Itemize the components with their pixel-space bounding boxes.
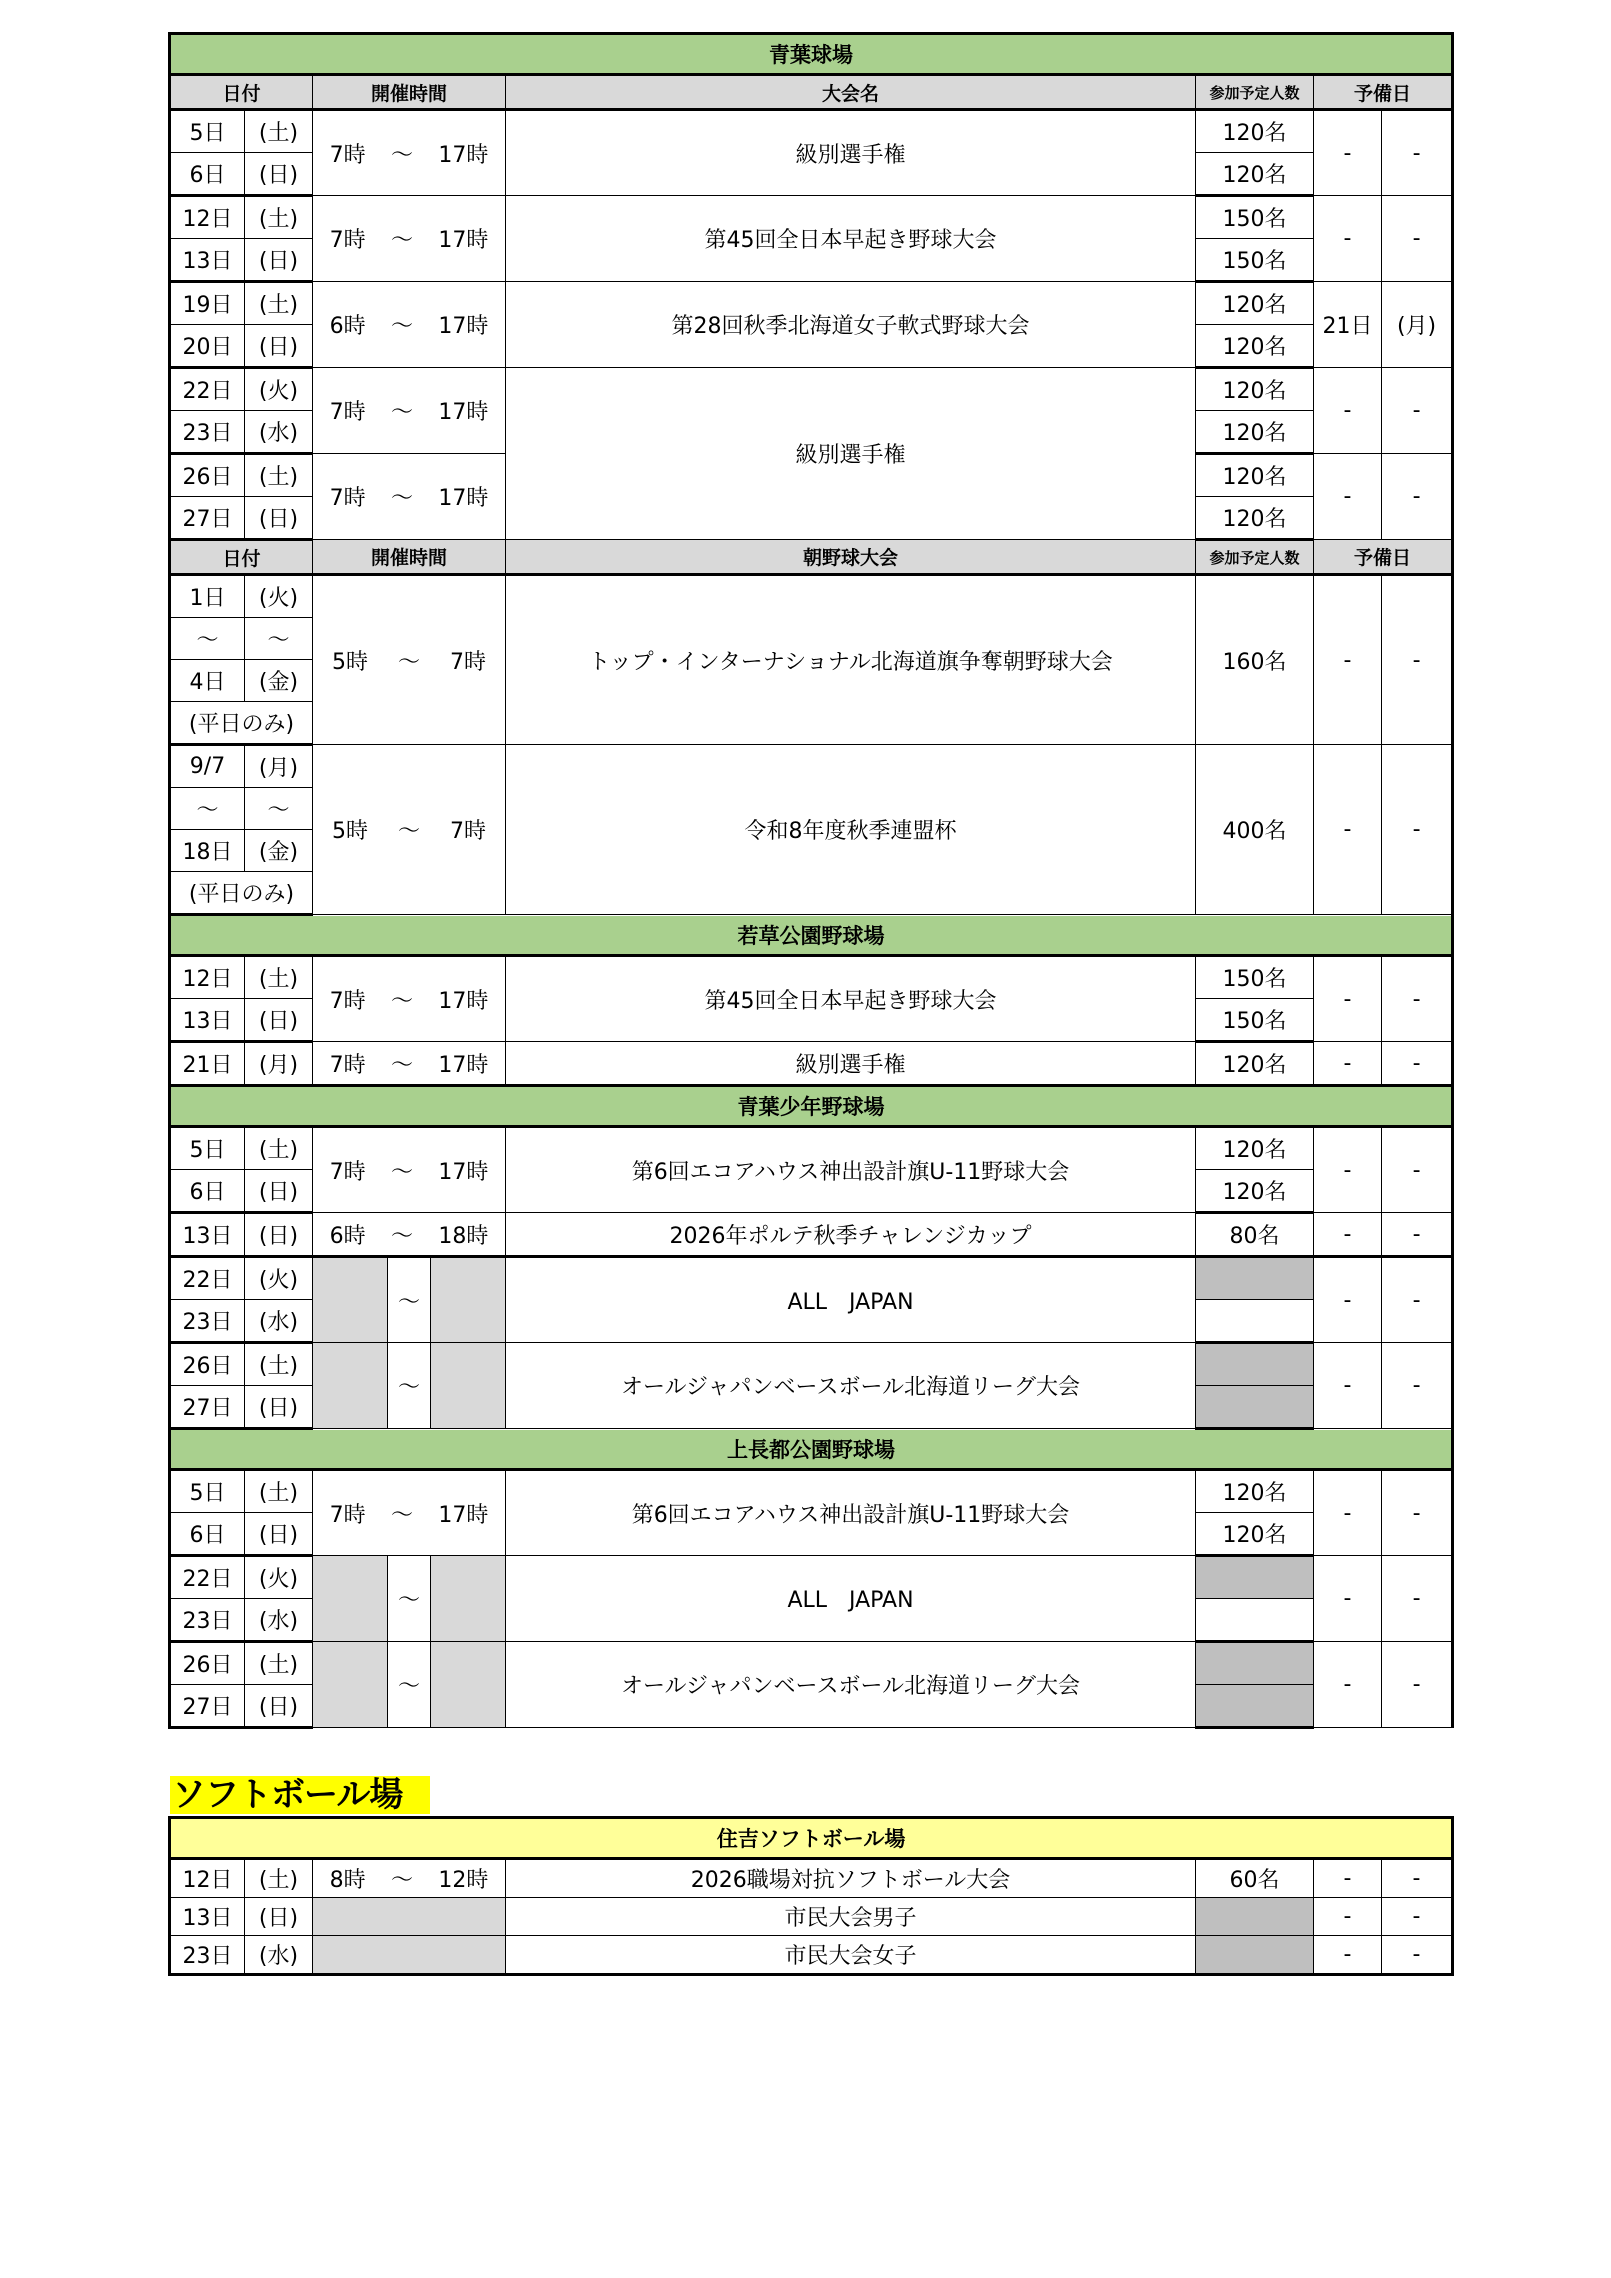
start-time: 6時 (329, 1223, 366, 1249)
col-event: 大会名 (506, 75, 1196, 110)
reserve-weekday: - (1382, 1042, 1453, 1086)
reserve-weekday: - (1382, 1257, 1453, 1343)
time-separator: ～ (388, 1556, 431, 1642)
col-reserve: 予備日 (1314, 540, 1453, 575)
event-name: 級別選手権 (506, 110, 1196, 196)
venue-title: 上長都公園野球場 (170, 1429, 1453, 1470)
reserve-weekday: - (1382, 110, 1453, 196)
table-row (170, 1859, 1453, 1898)
date-day: 27日 (170, 1685, 245, 1728)
time-separator: ～ (390, 988, 413, 1014)
people-count: 120名 (1196, 497, 1314, 540)
time-cell (313, 282, 506, 368)
people-count: 120名 (1196, 368, 1314, 411)
start-time: 7時 (329, 400, 366, 425)
table-row (170, 1470, 1453, 1513)
time-separator: ～ (397, 819, 420, 844)
start-time: 7時 (329, 486, 366, 511)
end-time: 17時 (438, 228, 489, 253)
reserve-day: - (1314, 1127, 1382, 1213)
col-date: 日付 (170, 75, 313, 110)
time-separator: ～ (390, 1159, 413, 1185)
people-count: 120名 (1196, 1042, 1314, 1086)
date-day: 13日 (170, 1898, 245, 1936)
event-name: 市民大会男子 (506, 1898, 1196, 1936)
date-weekday: (月) (245, 1042, 313, 1086)
people-count: 120名 (1196, 1170, 1314, 1213)
reserve-day: 21日 (1314, 282, 1382, 368)
start-time-empty (313, 1343, 388, 1429)
date-day: 6日 (170, 1170, 245, 1213)
softball-schedule-table (168, 1816, 1454, 1976)
col-date: 日付 (170, 540, 313, 575)
time-cell (313, 110, 506, 196)
people-count-empty (1196, 1257, 1314, 1300)
start-time: 7時 (329, 1159, 366, 1185)
reserve-weekday: - (1382, 1898, 1453, 1936)
people-count-empty (1196, 1685, 1314, 1728)
date-weekday: (日) (245, 153, 313, 196)
people-count: 160名 (1196, 575, 1314, 745)
end-time-empty (431, 1343, 506, 1429)
people-count: 120名 (1196, 1470, 1314, 1513)
time-cell (313, 368, 506, 454)
reserve-day: - (1314, 196, 1382, 282)
start-time: 7時 (329, 988, 366, 1014)
date-day: 22日 (170, 1257, 245, 1300)
people-count: 120名 (1196, 325, 1314, 368)
date-day: 12日 (170, 956, 245, 999)
end-time: 18時 (438, 1223, 489, 1249)
event-name: 第45回全日本早起き野球大会 (506, 196, 1196, 282)
time-separator: ～ (390, 486, 413, 511)
date-weekday: (火) (245, 368, 313, 411)
date-day: 22日 (170, 368, 245, 411)
date-weekday: (水) (245, 1599, 313, 1642)
date-weekday: (日) (245, 1898, 313, 1936)
people-count-empty (1196, 1898, 1314, 1936)
time-cell-empty (313, 1898, 506, 1936)
date-day: 1日 (170, 575, 245, 618)
time-cell (313, 1213, 506, 1257)
event-name: 第28回秋季北海道女子軟式野球大会 (506, 282, 1196, 368)
event-name: 2026職場対抗ソフトボール大会 (506, 1859, 1196, 1898)
date-day: 23日 (170, 1936, 245, 1975)
people-count-empty (1196, 1300, 1314, 1343)
time-cell (313, 454, 506, 540)
date-weekday: (日) (245, 497, 313, 540)
time-separator: ～ (390, 1502, 413, 1528)
end-time: 17時 (438, 988, 489, 1014)
table-row (170, 575, 1453, 618)
table-row (170, 745, 1453, 788)
people-count: 120名 (1196, 454, 1314, 497)
reserve-day: - (1314, 1898, 1382, 1936)
date-weekday: (日) (245, 325, 313, 368)
baseball-schedule-table (168, 32, 1454, 1729)
people-count: 120名 (1196, 1127, 1314, 1170)
col-people: 参加予定人数 (1196, 540, 1314, 575)
people-count-empty (1196, 1386, 1314, 1429)
venue-header-wakakusa (170, 915, 1453, 956)
reserve-weekday: - (1382, 1859, 1453, 1898)
date-day: 9/7 (170, 745, 245, 788)
date-day: 23日 (170, 1599, 245, 1642)
table-row (170, 1556, 1453, 1599)
weekdays-only-note: (平日のみ) (170, 702, 313, 745)
date-day: 26日 (170, 454, 245, 497)
reserve-day: - (1314, 956, 1382, 1042)
people-count: 150名 (1196, 956, 1314, 999)
time-cell (313, 956, 506, 1042)
event-name: 令和8年度秋季連盟杯 (506, 745, 1196, 915)
reserve-day: - (1314, 1042, 1382, 1086)
reserve-weekday: - (1382, 575, 1453, 745)
start-time: 6時 (329, 314, 366, 339)
date-weekday: (金) (245, 660, 313, 702)
event-name: 級別選手権 (506, 368, 1196, 540)
time-cell (313, 1127, 506, 1213)
reserve-day: - (1314, 1936, 1382, 1975)
date-weekday: (日) (245, 1386, 313, 1429)
start-time-empty (313, 1257, 388, 1343)
col-time: 開催時間 (313, 540, 506, 575)
date-day: 20日 (170, 325, 245, 368)
range-tilde: ～ (170, 788, 245, 830)
event-name: 第6回エコアハウス神出設計旗U-11野球大会 (506, 1127, 1196, 1213)
reserve-weekday: - (1382, 368, 1453, 454)
event-name: オールジャパンベースボール北海道リーグ大会 (506, 1343, 1196, 1429)
column-header-row (170, 75, 1453, 110)
end-time-empty (431, 1556, 506, 1642)
venue-header-aoba-youth (170, 1086, 1453, 1127)
start-time: 5時 (331, 649, 368, 675)
date-day: 6日 (170, 1513, 245, 1556)
date-day: 26日 (170, 1343, 245, 1386)
reserve-day: - (1314, 745, 1382, 915)
table-row (170, 1642, 1453, 1685)
reserve-day: - (1314, 1343, 1382, 1429)
reserve-weekday: (月) (1382, 282, 1453, 368)
reserve-weekday: - (1382, 1470, 1453, 1556)
people-count-empty (1196, 1599, 1314, 1642)
date-weekday: (水) (245, 411, 313, 454)
col-time: 開催時間 (313, 75, 506, 110)
time-cell (313, 575, 506, 745)
date-weekday: (日) (245, 1213, 313, 1257)
date-weekday: (日) (245, 1685, 313, 1728)
end-time: 17時 (438, 1159, 489, 1185)
reserve-weekday: - (1382, 1343, 1453, 1429)
reserve-day: - (1314, 575, 1382, 745)
table-row (170, 368, 1453, 411)
date-weekday: (土) (245, 1470, 313, 1513)
date-day: 18日 (170, 830, 245, 872)
date-weekday: (土) (245, 196, 313, 239)
table-row (170, 1898, 1453, 1936)
time-separator: ～ (390, 228, 413, 253)
date-day: 5日 (170, 1127, 245, 1170)
reserve-weekday: - (1382, 956, 1453, 1042)
date-day: 13日 (170, 1213, 245, 1257)
date-weekday: (土) (245, 282, 313, 325)
date-weekday: (水) (245, 1300, 313, 1343)
column-header-row (170, 540, 1453, 575)
table-row (170, 956, 1453, 999)
event-name: 級別選手権 (506, 1042, 1196, 1086)
date-day: 26日 (170, 1642, 245, 1685)
reserve-day: - (1314, 1642, 1382, 1728)
start-time: 5時 (331, 819, 368, 844)
venue-title: 若草公園野球場 (170, 915, 1453, 956)
start-time: 7時 (329, 1502, 366, 1528)
start-time: 7時 (329, 1052, 366, 1078)
date-day: 21日 (170, 1042, 245, 1086)
people-count: 400名 (1196, 745, 1314, 915)
date-day: 22日 (170, 1556, 245, 1599)
date-weekday: (火) (245, 575, 313, 618)
reserve-day: - (1314, 1470, 1382, 1556)
date-day: 19日 (170, 282, 245, 325)
time-separator: ～ (388, 1642, 431, 1728)
reserve-weekday: - (1382, 1556, 1453, 1642)
people-count-empty (1196, 1936, 1314, 1975)
date-weekday: (火) (245, 1556, 313, 1599)
time-separator: ～ (397, 649, 420, 675)
date-day: 13日 (170, 999, 245, 1042)
event-name: 第45回全日本早起き野球大会 (506, 956, 1196, 1042)
date-weekday: (水) (245, 1936, 313, 1975)
date-day: 12日 (170, 1859, 245, 1898)
date-weekday: (日) (245, 239, 313, 282)
table-row (170, 1936, 1453, 1975)
event-name: 第6回エコアハウス神出設計旗U-11野球大会 (506, 1470, 1196, 1556)
table-row (170, 1257, 1453, 1300)
time-cell (313, 196, 506, 282)
col-people: 参加予定人数 (1196, 75, 1314, 110)
reserve-day: - (1314, 368, 1382, 454)
table-row (170, 196, 1453, 239)
date-day: 23日 (170, 1300, 245, 1343)
end-time: 7時 (449, 819, 486, 844)
people-count: 60名 (1196, 1859, 1314, 1898)
people-count: 120名 (1196, 282, 1314, 325)
reserve-day: - (1314, 1213, 1382, 1257)
reserve-day: - (1314, 454, 1382, 540)
date-weekday: (土) (245, 110, 313, 153)
start-time: 8時 (329, 1868, 366, 1893)
range-tilde: ～ (245, 618, 313, 660)
time-separator: ～ (388, 1343, 431, 1429)
col-reserve: 予備日 (1314, 75, 1453, 110)
date-weekday: (日) (245, 1170, 313, 1213)
people-count: 80名 (1196, 1213, 1314, 1257)
reserve-day: - (1314, 1257, 1382, 1343)
weekdays-only-note: (平日のみ) (170, 872, 313, 915)
date-day: 23日 (170, 411, 245, 454)
time-separator: ～ (390, 400, 413, 425)
start-time: 7時 (329, 228, 366, 253)
people-count: 150名 (1196, 999, 1314, 1042)
col-event: 朝野球大会 (506, 540, 1196, 575)
end-time-empty (431, 1642, 506, 1728)
date-weekday: (火) (245, 1257, 313, 1300)
end-time-empty (431, 1257, 506, 1343)
event-name: トップ・インターナショナル北海道旗争奪朝野球大会 (506, 575, 1196, 745)
start-time-empty (313, 1556, 388, 1642)
people-count: 120名 (1196, 411, 1314, 454)
date-day: 4日 (170, 660, 245, 702)
time-cell (313, 1859, 506, 1898)
event-name: 2026年ポルテ秋季チャレンジカップ (506, 1213, 1196, 1257)
end-time: 17時 (438, 1052, 489, 1078)
reserve-weekday: - (1382, 196, 1453, 282)
date-day: 13日 (170, 239, 245, 282)
reserve-weekday: - (1382, 1936, 1453, 1975)
venue-header-aoba (170, 34, 1453, 75)
event-name: 市民大会女子 (506, 1936, 1196, 1975)
range-tilde: ～ (170, 618, 245, 660)
date-weekday: (土) (245, 1859, 313, 1898)
end-time: 17時 (438, 486, 489, 511)
date-weekday: (土) (245, 1642, 313, 1685)
table-row (170, 1042, 1453, 1086)
people-count: 120名 (1196, 110, 1314, 153)
end-time: 17時 (438, 1502, 489, 1528)
reserve-day: - (1314, 1556, 1382, 1642)
reserve-day: - (1314, 1859, 1382, 1898)
time-separator: ～ (390, 1052, 413, 1078)
reserve-weekday: - (1382, 1127, 1453, 1213)
end-time: 17時 (438, 142, 489, 168)
table-row (170, 1127, 1453, 1170)
reserve-day: - (1314, 110, 1382, 196)
people-count: 150名 (1196, 239, 1314, 282)
venue-title: 青葉球場 (170, 34, 1453, 75)
date-day: 27日 (170, 497, 245, 540)
time-cell (313, 1042, 506, 1086)
date-weekday: (金) (245, 830, 313, 872)
time-cell-empty (313, 1936, 506, 1975)
time-cell (313, 745, 506, 915)
date-weekday: (日) (245, 1513, 313, 1556)
event-name: オールジャパンベースボール北海道リーグ大会 (506, 1642, 1196, 1728)
reserve-weekday: - (1382, 1642, 1453, 1728)
table-row (170, 110, 1453, 153)
time-separator: ～ (388, 1257, 431, 1343)
table-row (170, 1213, 1453, 1257)
event-name: ALL JAPAN (506, 1556, 1196, 1642)
venue-header-sumiyoshi (170, 1818, 1453, 1859)
table-row (170, 1343, 1453, 1386)
venue-title: 青葉少年野球場 (170, 1086, 1453, 1127)
people-count-empty (1196, 1642, 1314, 1685)
date-weekday: (土) (245, 1343, 313, 1386)
reserve-weekday: - (1382, 1213, 1453, 1257)
table-row (170, 282, 1453, 325)
time-separator: ～ (390, 314, 413, 339)
date-day: 27日 (170, 1386, 245, 1429)
date-weekday: (土) (245, 1127, 313, 1170)
start-time: 7時 (329, 142, 366, 168)
date-weekday: (月) (245, 745, 313, 788)
time-separator: ～ (390, 1868, 413, 1893)
date-weekday: (土) (245, 454, 313, 497)
range-tilde: ～ (245, 788, 313, 830)
end-time: 7時 (449, 649, 486, 675)
start-time-empty (313, 1642, 388, 1728)
people-count-empty (1196, 1556, 1314, 1599)
date-day: 6日 (170, 153, 245, 196)
people-count: 150名 (1196, 196, 1314, 239)
date-day: 12日 (170, 196, 245, 239)
end-time: 17時 (438, 314, 489, 339)
people-count-empty (1196, 1343, 1314, 1386)
date-day: 5日 (170, 110, 245, 153)
event-name: ALL JAPAN (506, 1257, 1196, 1343)
end-time: 17時 (438, 400, 489, 425)
time-separator: ～ (390, 1223, 413, 1249)
softball-section-title: ソフトボール場 (170, 1776, 430, 1814)
time-cell (313, 1470, 506, 1556)
reserve-weekday: - (1382, 454, 1453, 540)
end-time: 12時 (438, 1868, 489, 1893)
venue-title: 住吉ソフトボール場 (170, 1818, 1453, 1859)
venue-header-kaminagato (170, 1429, 1453, 1470)
reserve-weekday: - (1382, 745, 1453, 915)
date-weekday: (土) (245, 956, 313, 999)
date-day: 5日 (170, 1470, 245, 1513)
date-weekday: (日) (245, 999, 313, 1042)
people-count: 120名 (1196, 153, 1314, 196)
time-separator: ～ (390, 142, 413, 168)
people-count: 120名 (1196, 1513, 1314, 1556)
